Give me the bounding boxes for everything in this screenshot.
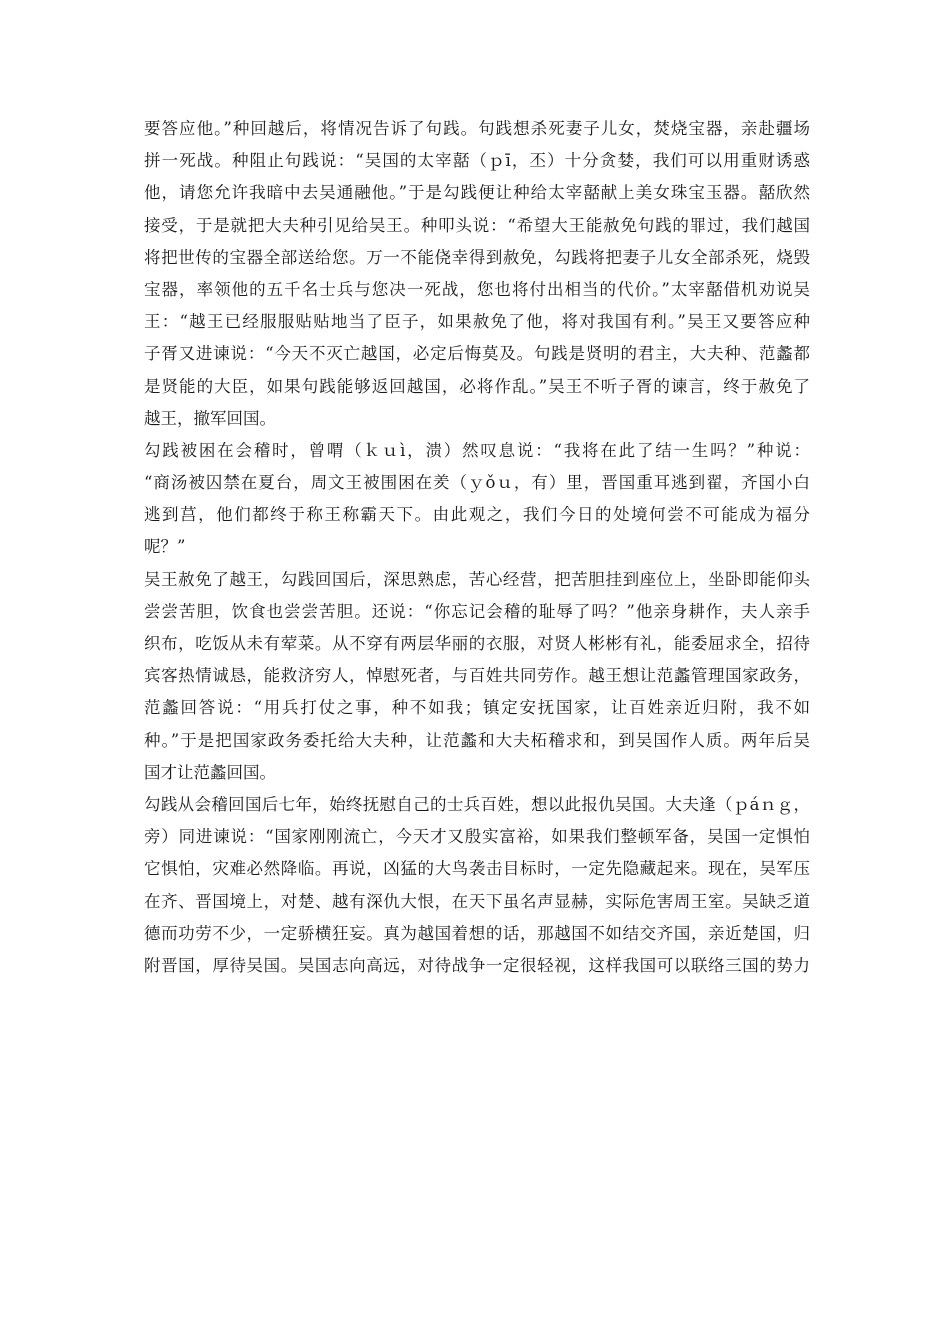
text-line: 子胥又进谏说：“今天不灭亡越国，必定后悔莫及。句践是贤明的君主，大夫种、范蠡都: [144, 344, 810, 364]
text-line: 王：“越王已经服服贴贴地当了臣子，如果赦免了他，将对我国有利。”吴王又要答应种: [144, 312, 810, 332]
text-line: 德而功劳不少，一定骄横狂妄。真为越国着想的话，那越国不如结交齐国，亲近楚国，归: [144, 923, 810, 943]
text-line: 宾客热情诚恳，能救济穷人，悼慰死者，与百姓共同劳作。越王想让范蠡管理国家政务，: [144, 666, 810, 686]
text-line: 将把世传的宝器全部送给您。万一不能侥幸得到赦免，勾践将把妻子儿女全部杀死，烧毁: [144, 247, 810, 267]
text-line: 宝器，率领他的五千名士兵与您决一死战，您也将付出相当的代价。”太宰嚭借机劝说吴: [144, 279, 810, 299]
text-line: 附晋国，厚待吴国。吴国志向高远，对待战争一定很轻视，这样我国可以联络三国的势力: [144, 955, 810, 975]
text-line: 种。”于是把国家政务委托给大夫种，让范蠡和大夫柘稽求和，到吴国作人质。两年后吴: [144, 730, 810, 750]
text-line: 呢？”: [144, 537, 186, 557]
text-line: 在齐、晋国境上，对楚、越有深仇大恨，在天下虽名声显赫，实际危害周王室。吴缺乏道: [144, 891, 810, 911]
text-line: 逃到莒，他们都终于称王称霸天下。由此观之，我们今日的处境何尝不可能成为福分: [144, 505, 810, 525]
text-line: 要答应他。”种回越后，将情况告诉了句践。句践想杀死妻子儿女，焚烧宝器，亲赴疆场: [144, 119, 810, 138]
text-line: 接受，于是就把大夫种引见给吴王。种叩头说：“希望大王能赦免句践的罪过，我们越国: [144, 215, 810, 235]
text-line: 吴王赦免了越王，勾践回国后，深思熟虑，苦心经营，把苦胆挂到座位上，坐卧即能仰头: [144, 569, 810, 589]
text-line: 拼一死战。种阻止句践说：“吴国的太宰嚭（ｐī，丕）十分贪婪，我们可以用重财诱惑: [144, 151, 810, 171]
text-line: 织布，吃饭从未有荤菜。从不穿有两层华丽的衣服，对贤人彬彬有礼，能委屈求全，招待: [144, 634, 810, 653]
text-line: 是贤能的大臣，如果句践能够返回越国，必将作乱。”吴王不听子胥的谏言，终于赦免了: [144, 376, 810, 396]
text-line: 范蠡回答说：“用兵打仗之事，种不如我；镇定安抚国家，让百姓亲近归附，我不如: [144, 698, 810, 718]
text-line: “商汤被囚禁在夏台，周文王被围困在羑（ｙǒｕ，有）里，晋国重耳逃到翟，齐国小白: [144, 473, 810, 493]
text-line: 越王，撤军回国。: [144, 408, 276, 428]
text-line: 尝尝苦胆，饮食也尝尝苦胆。还说：“你忘记会稽的耻辱了吗？”他亲身耕作，夫人亲手: [144, 601, 810, 621]
text-line: 国才让范蠡回国。: [144, 762, 276, 782]
text-line: 勾践被困在会稽时，曾喟（ｋｕì，溃）然叹息说：“我将在此了结一生吗？”种说：: [144, 440, 810, 460]
text-line: 勾践从会稽回国后七年，始终抚慰自己的士兵百姓，想以此报仇吴国。大夫逢（ｐáｎｇ，: [144, 794, 810, 814]
text-line: 他，请您允许我暗中去吴通融他。”于是勾践便让种给太宰嚭献上美女珠宝玉器。嚭欣然: [144, 183, 810, 203]
text-line: 它惧怕，灾难必然降临。再说，凶猛的大鸟袭击目标时，一定先隐藏起来。现在，吴军压: [144, 859, 810, 879]
body-text: [144, 113, 810, 982]
text-line: 旁）同进谏说：“国家刚刚流亡，今天才又殷实富裕，如果我们整顿军备，吴国一定惧怕: [144, 827, 810, 847]
